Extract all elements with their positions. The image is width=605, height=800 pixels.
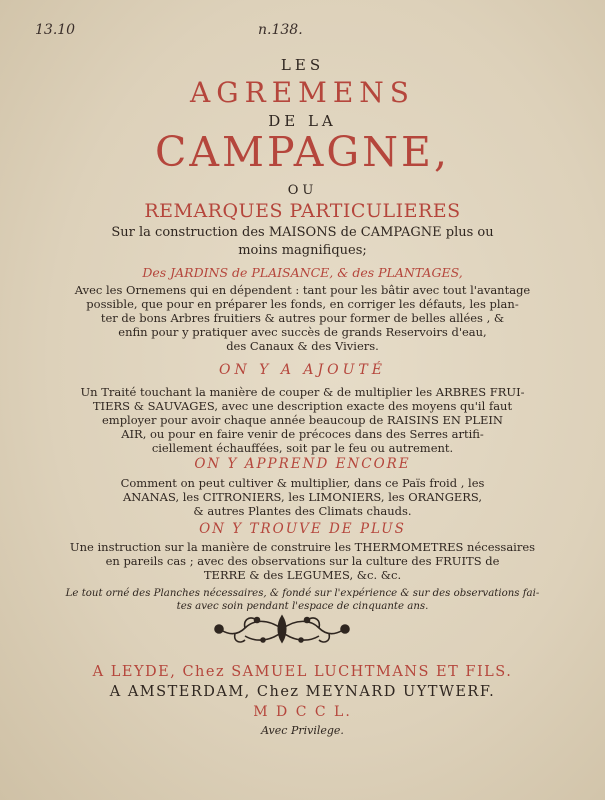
imprint-leyde: A LEYDE, Chez SAMUEL LUCHTMANS ET FILS. [92, 664, 513, 680]
body-line-3: Des JARDINS de PLAISANCE, & des PLANTAGES, [142, 265, 463, 280]
body-line-4: Avec les Ornemens qui en dépendent : tant pour les bâtir avec tout l'avantage [74, 283, 531, 297]
body-line-13: ciellement échauffées, soit par le feu ou autrement. [151, 441, 454, 455]
title-les: LES [280, 56, 325, 74]
body-line-6: ter de bons Arbres fruitiers & autres pour former de belles allées , & [100, 311, 505, 325]
body-line-15: ANANAS, les CITRONIERS, les LIMONIERS, les ORANGERS, [122, 490, 483, 504]
body-line-12: AIR, ou pour en faire venir de précoces dans des Serres artifi- [121, 427, 484, 441]
title-campagne: CAMPAGNE, [155, 128, 450, 176]
handwritten-number: n.138. [258, 22, 303, 38]
heading-on-y-trouve-de-plus: ON Y TROUVE DE PLUS [199, 521, 406, 537]
title-de-la: DE LA [268, 112, 337, 130]
floral-ornament [205, 610, 360, 648]
body-line-8: des Canaux & des Viviers. [226, 339, 379, 353]
body-line-21: tes avec soin pendant l'espace de cinquante ans. [176, 601, 429, 612]
body-line-10: TIERS & SAUVAGES, avec une description exacte des moyens qu'il faut [92, 399, 513, 413]
body-line-19: TERRE & des LEGUMES, &c. &c. [203, 568, 402, 582]
body-line-17: Une instruction sur la manière de construire les THERMOMETRES nécessaires [69, 540, 536, 554]
title-ou: OU [287, 183, 318, 198]
body-line-16: & autres Plantes des Climats chauds. [193, 504, 412, 518]
imprint-privilege: Avec Privilege. [261, 724, 344, 737]
body-line-7: enfin pour y pratiquer avec succès de grands Reservoirs d'eau, [118, 325, 487, 339]
imprint-amsterdam: A AMSTERDAM, Chez MEYNARD UYTWERF. [109, 684, 496, 700]
handwritten-shelfmark: 13.10 [35, 22, 76, 38]
body-line-5: possible, que pour en préparer les fonds, en corriger les défauts, les plan- [86, 297, 519, 311]
imprint-year: M D C C L. [253, 704, 352, 720]
heading-on-y-a-ajoute: ON Y A AJOUTÉ [219, 362, 386, 378]
body-line-20: Le tout orné des Planches nécessaires, & fondé sur l'expérience & sur des observations fai- [65, 588, 540, 599]
body-line-2: moins magnifiques; [238, 243, 367, 258]
title-remarques: REMARQUES PARTICULIERES [144, 200, 461, 222]
body-line-14: Comment on peut cultiver & multiplier, dans ce Païs froid , les [120, 476, 485, 490]
body-line-11: employer pour avoir chaque année beaucoup de RAISINS EN PLEIN [101, 413, 503, 427]
title-agremens: AGREMENS [190, 76, 415, 109]
body-line-1: Sur la construction des MAISONS de CAMPAGNE plus ou [111, 225, 494, 240]
body-line-9: Un Traité touchant la manière de couper & de multiplier les ARBRES FRUI- [80, 385, 525, 399]
body-line-18: en pareils cas ; avec des observations sur la culture des FRUITS de [105, 554, 500, 568]
heading-on-y-apprend-encore: ON Y APPREND ENCORE [194, 456, 411, 472]
